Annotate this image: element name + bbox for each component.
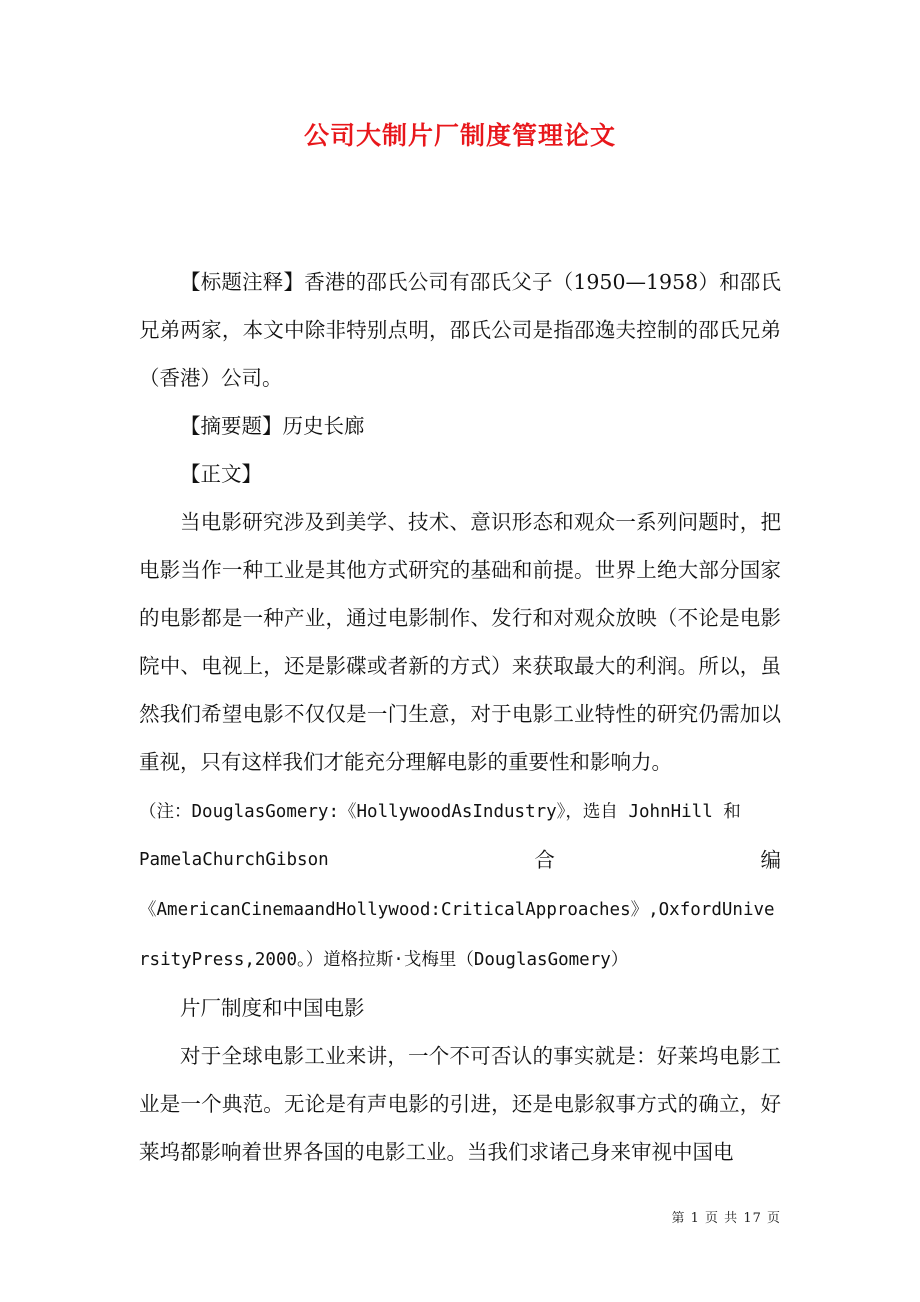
paragraph-abstract-heading: 【摘要题】历史长廊 <box>180 414 365 438</box>
document-body <box>139 258 781 1176</box>
page-number: 第 1 页 共 17 页 <box>671 1211 781 1226</box>
citation-word-he: 合 <box>534 848 555 872</box>
document-title: 公司大制片厂制度管理论文 <box>303 121 616 150</box>
citation-line-2 <box>139 836 781 884</box>
paragraph-intro: 当电影研究涉及到美学、技术、意识形态和观众一系列问题时，把电影当作一种工业是其他方式研究的基础和前提。世界上绝大部分国家的电影都是一种产业，通过电影制作、发行和对观众放映（不论是电影院中、电视上，还是影碟或者新的方式）来获取最大的利润。所以，虽然我们希望电影不仅仅是一门生意，对于电影工业特性的研究仍需加以重视，只有这样我们才能充分理解电影的重要性和影响力。 <box>139 510 781 774</box>
citation-line-3-text: 《AmericanCinemaandHollywood:CriticalApproaches》,OxfordUniversityPress,2000。）道格拉斯·戈梅里（DouglasGomery） <box>139 900 775 970</box>
section-heading-studio-system: 片厂制度和中国电影 <box>180 996 365 1020</box>
citation-line-1 <box>139 786 781 836</box>
citation-editors: PamelaChurchGibson <box>139 850 329 870</box>
citation-line-1-text: （注：DouglasGomery:《HollywoodAsIndustry》，选自 JohnHill 和 <box>139 802 741 822</box>
citation-line-3 <box>139 884 781 984</box>
citation-word-bian: 编 <box>760 848 781 872</box>
paragraph-main-text-heading: 【正文】 <box>180 462 262 486</box>
paragraph-hollywood: 对于全球电影工业来讲，一个不可否认的事实就是：好莱坞电影工业是一个典范。无论是有声电影的引进，还是电影叙事方式的确立，好莱坞都影响着世界各国的电影工业。当我们求诸己身来审视中国电 <box>139 1044 781 1164</box>
paragraph-title-note: 【标题注释】香港的邵氏公司有邵氏父子（1950—1958）和邵氏兄弟两家，本文中除非特别点明，邵氏公司是指邵逸夫控制的邵氏兄弟（香港）公司。 <box>139 270 781 390</box>
